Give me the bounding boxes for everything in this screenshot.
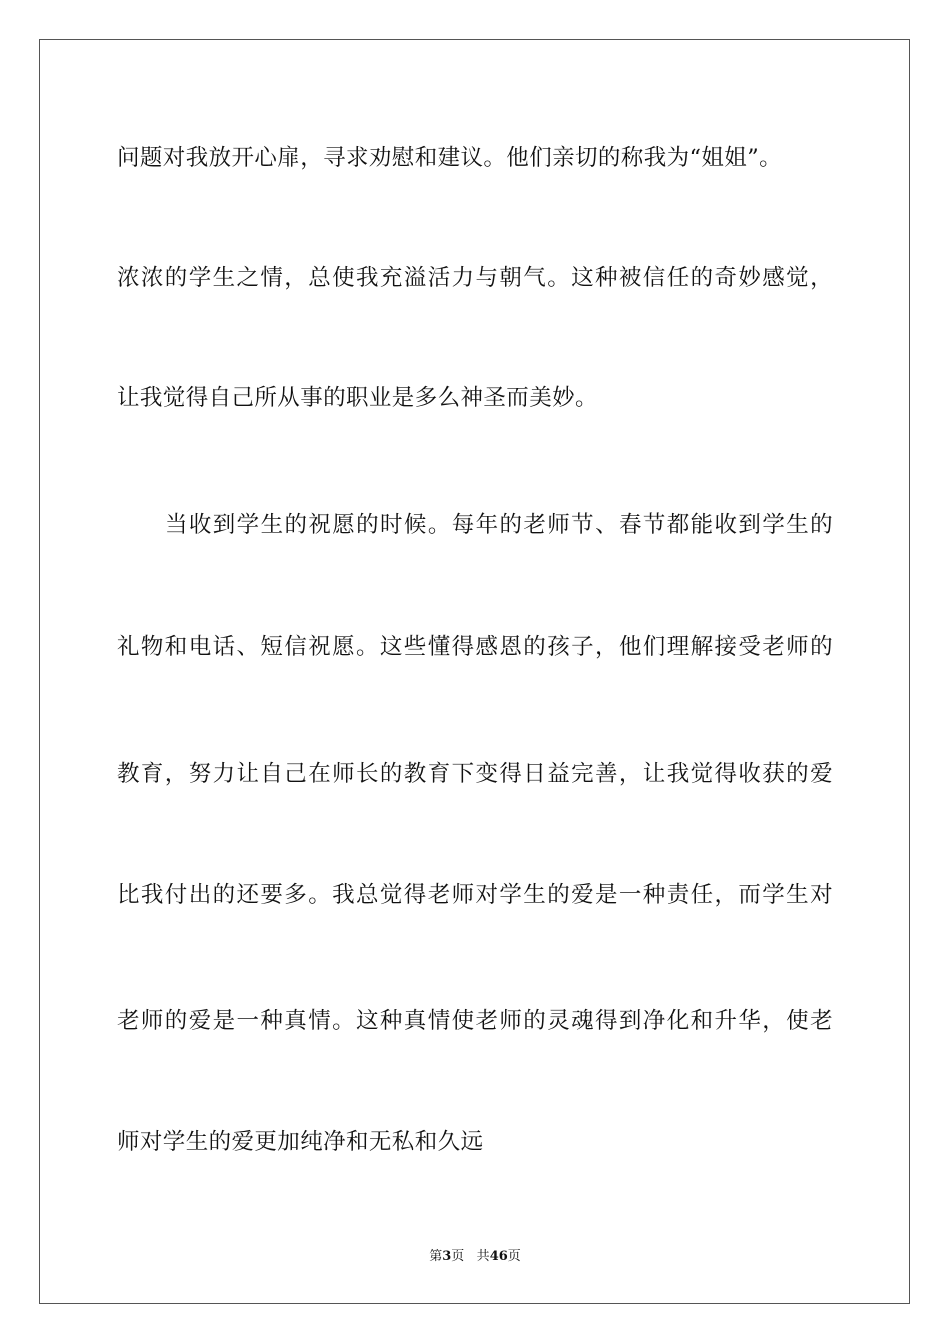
footer-page-number: 3 <box>442 1249 452 1264</box>
text-line-9: 师对学生的爱更加纯净和无私和久远 <box>117 1129 484 1155</box>
text-line-7: 比我付出的还要多。我总觉得老师对学生的爱是一种责任，而学生对 <box>117 882 833 908</box>
footer-page-suffix: 页 <box>451 1249 465 1264</box>
text-line-5: 礼物和电话、短信祝愿。这些懂得感恩的孩子，他们理解接受老师的 <box>117 634 833 660</box>
text-line-8: 老师的爱是一种真情。这种真情使老师的灵魂得到净化和升华，使老 <box>117 1008 833 1034</box>
footer-total-prefix: 共 <box>476 1249 490 1264</box>
text-line-2: 浓浓的学生之情，总使我充溢活力与朝气。这种被信任的奇妙感觉， <box>117 265 833 291</box>
page-border <box>39 39 910 1304</box>
paragraph-first-line: 当收到学生的祝愿的时候。每年的老师节、春节都能收到学生的 <box>165 512 833 538</box>
text-line-6: 教育，努力让自己在师长的教育下变得日益完善，让我觉得收获的爱 <box>117 761 833 787</box>
page-footer <box>0 1248 950 1266</box>
text-line-3: 让我觉得自己所从事的职业是多么神圣而美妙。 <box>117 385 598 411</box>
footer-total-suffix: 页 <box>507 1249 521 1264</box>
text-line-1: 问题对我放开心扉，寻求劝慰和建议。他们亲切的称我为“姐姐”。 <box>117 145 783 171</box>
footer-page-prefix: 第 <box>429 1249 443 1264</box>
footer-total-pages: 46 <box>489 1249 508 1264</box>
